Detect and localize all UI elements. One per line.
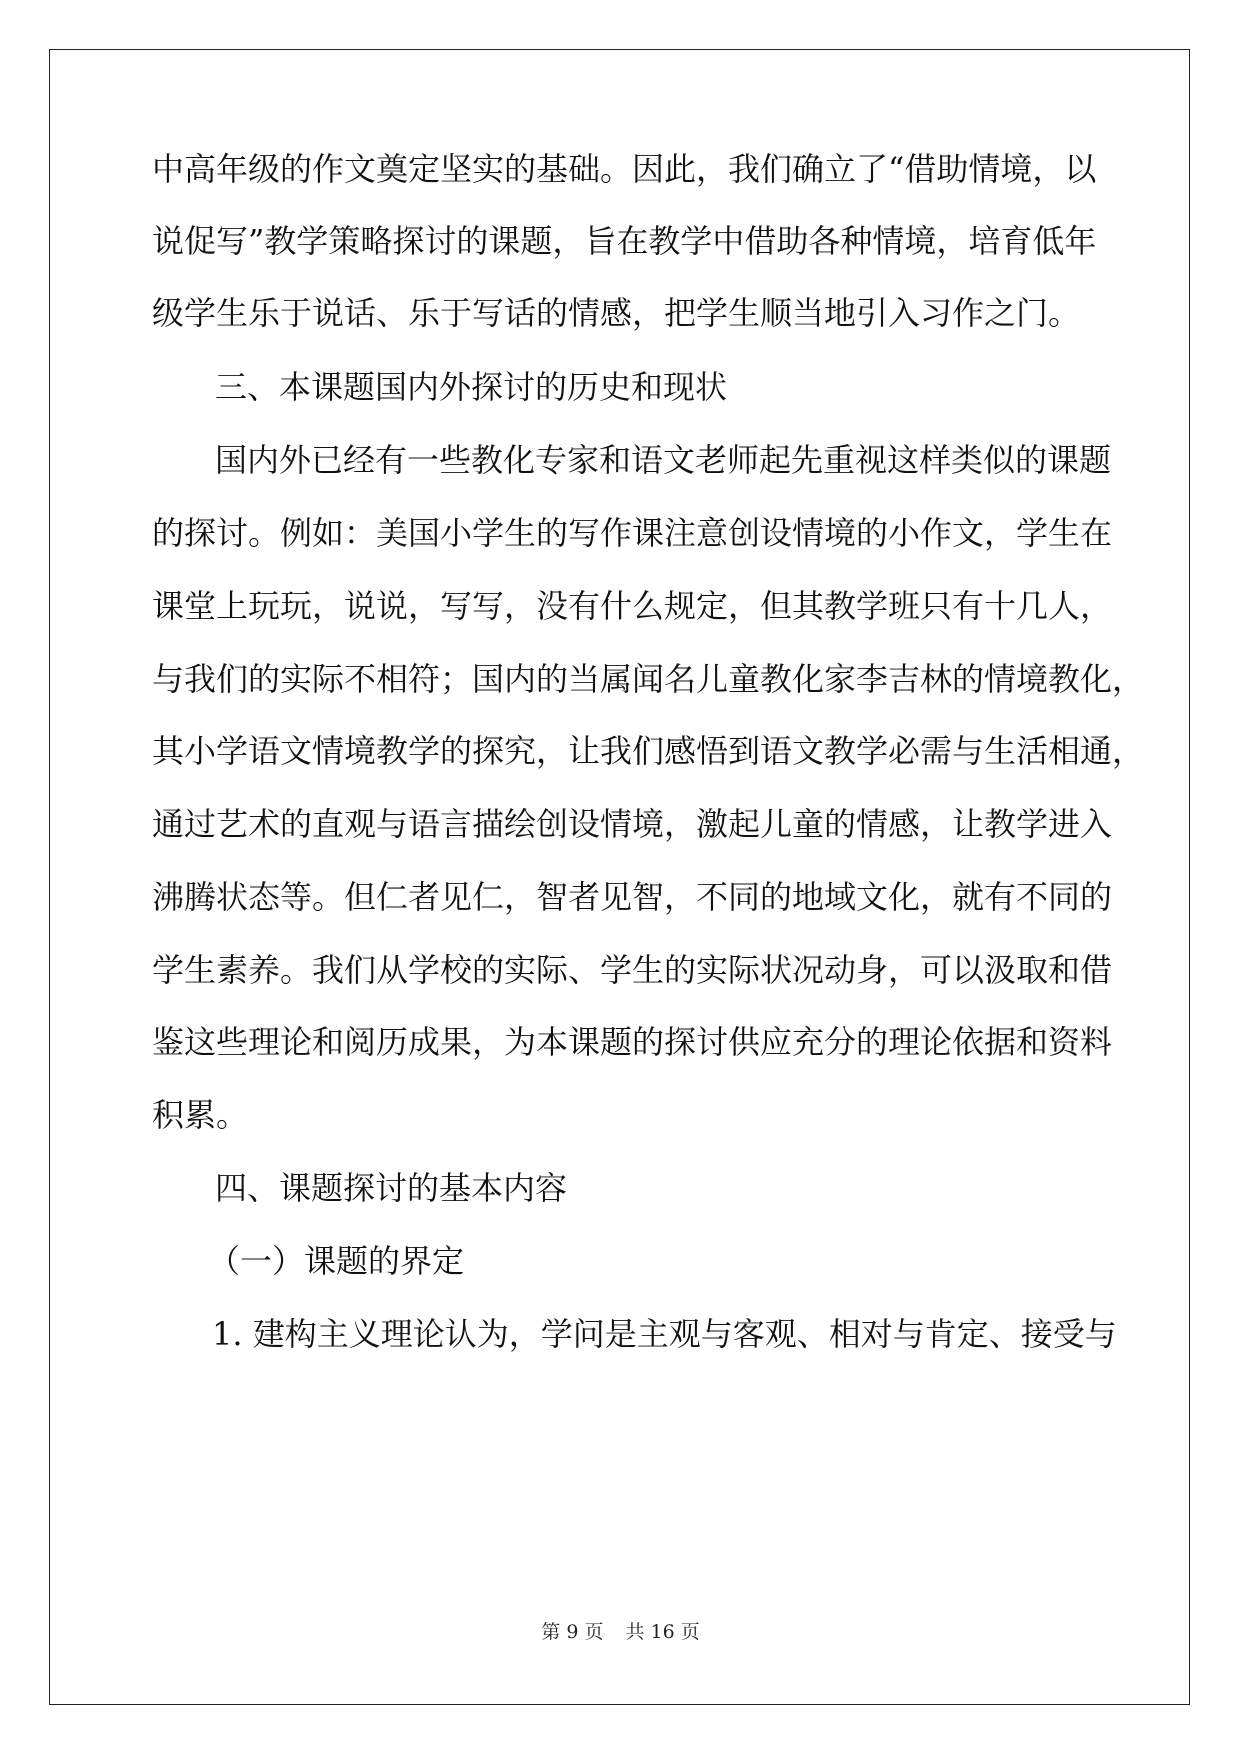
- section-heading: 四、课题探讨的基本内容: [215, 1169, 568, 1207]
- paragraph-line: 课堂上玩玩，说说，写写，没有什么规定，但其教学班只有十几人，: [152, 587, 1113, 625]
- paragraph-line: 级学生乐于说话、乐于写话的情感，把学生顺当地引入习作之门。: [152, 294, 1081, 332]
- paragraph-line: 中高年级的作文奠定坚实的基础。因此，我们确立了“借助情境，以: [152, 150, 1097, 188]
- paragraph-line: 通过艺术的直观与语言描绘创设情境，激起儿童的情感，让教学进入: [152, 805, 1113, 843]
- numbered-paragraph-line: 1. 建构主义理论认为，学问是主观与客观、相对与肯定、接受与: [212, 1315, 1117, 1353]
- paragraph-line: 学生素养。我们从学校的实际、学生的实际状况动身，可以汲取和借: [152, 951, 1113, 989]
- page-number: 第 9 页: [541, 1621, 604, 1643]
- paragraph-line: 国内外已经有一些教化专家和语文老师起先重视这样类似的课题: [215, 441, 1112, 479]
- page-footer: [0, 1620, 1241, 1644]
- paragraph-line: 与我们的实际不相符；国内的当属闻名儿童教化家李吉林的情境教化，: [152, 660, 1145, 698]
- paragraph-line: 说促写”教学策略探讨的课题，旨在教学中借助各种情境，培育低年: [152, 222, 1097, 260]
- paragraph-line: 其小学语文情境教学的探究，让我们感悟到语文教学必需与生活相通，: [152, 732, 1145, 770]
- subsection-heading: （一）课题的界定: [208, 1242, 465, 1280]
- paragraph-line: 的探讨。例如：美国小学生的写作课注意创设情境的小作文，学生在: [152, 514, 1113, 552]
- paragraph-line: 沸腾状态等。但仁者见仁，智者见智，不同的地域文化，就有不同的: [152, 878, 1113, 916]
- section-heading: 三、本课题国内外探讨的历史和现状: [215, 368, 728, 406]
- page-total: 共 16 页: [625, 1621, 700, 1643]
- paragraph-line: 积累。: [152, 1096, 249, 1134]
- paragraph-line: 鉴这些理论和阅历成果，为本课题的探讨供应充分的理论依据和资料: [152, 1023, 1113, 1061]
